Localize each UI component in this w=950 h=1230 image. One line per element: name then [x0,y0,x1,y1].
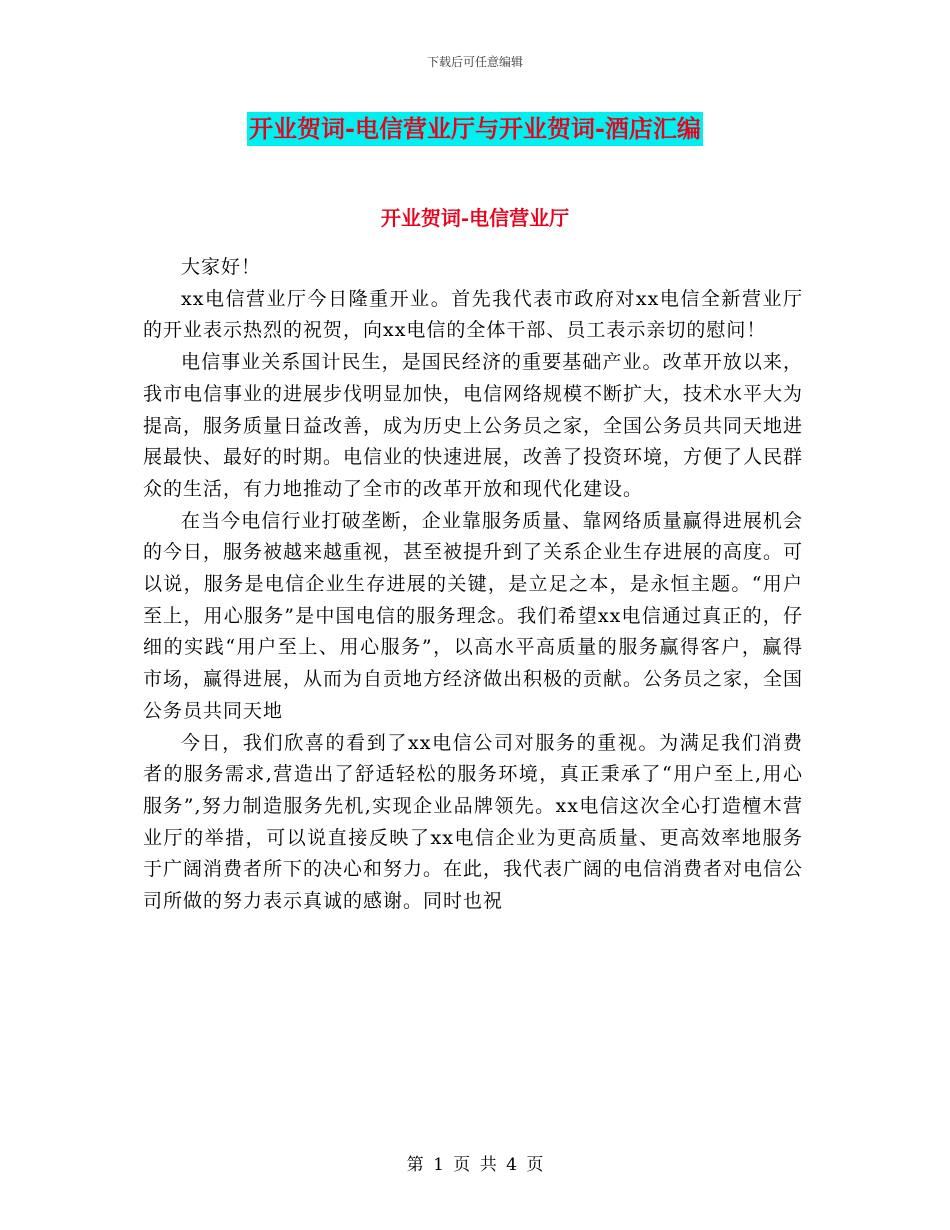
main-title: 开业贺词-电信营业厅与开业贺词-酒店汇编 [247,112,703,146]
paragraph-industry: 电信事业关系国计民生，是国民经济的重要基础产业。改革开放以来，我市电信事业的进展步伐明显加快，电信网络规模不断扩大，技术水平大为提高，服务质量日益改善，成为历史上公务员之家，全国公务员共同天地进展最快、最好的时期。电信业的快速进展，改善了投资环境，方便了人民群众的生活，有力地推动了全市的改革开放和现代化建设。 [143,351,804,500]
section-title: 开业贺词-电信营业厅 [380,206,570,230]
paragraph-service: 在当今电信行业打破垄断，企业靠服务质量、靠网络质量赢得进展机会的今日，服务被越来越重视，甚至被提升到了关系企业生存进展的高度。可以说，服务是电信企业生存进展的关键，是立足之本，是永恒主题。“用户至上，用心服务”是中国电信的服务理念。我们希望xx电信通过真正的，仔细的实践“用户至上、用心服务”，以高水平高质量的服务赢得客户，赢得市场，赢得进展，从而为自贡地方经济做出积极的贡献。公务员之家，全国公务员共同天地 [143,509,804,722]
paragraph-greeting: 大家好！ [181,256,262,278]
page-number-footer: 第 1 页 共 4 页 [406,1155,544,1175]
paragraph-opening: xx电信营业厅今日隆重开业。首先我代表市政府对xx电信全新营业厅的开业表示热烈的祝贺，向xx电信的全体干部、员工表示亲切的慰问！ [143,287,803,342]
header-note: 下载后可任意编辑 [426,55,523,69]
body-text [143,252,803,918]
paragraph-thanks: 今日，我们欣喜的看到了xx电信公司对服务的重视。为满足我们消费者的服务需求,营造出了舒适轻松的服务环境，真正秉承了“用户至上,用心服务”,努力制造服务先机,实现企业品牌领先。xx电信这次全心打造檀木营业厅的举措，可以说直接反映了xx电信企业为更高质量、更高效率地服务于广阔消费者所下的决心和努力。在此，我代表广阔的电信消费者对电信公司所做的努力表示真诚的感谢。同时也祝 [143,731,804,913]
